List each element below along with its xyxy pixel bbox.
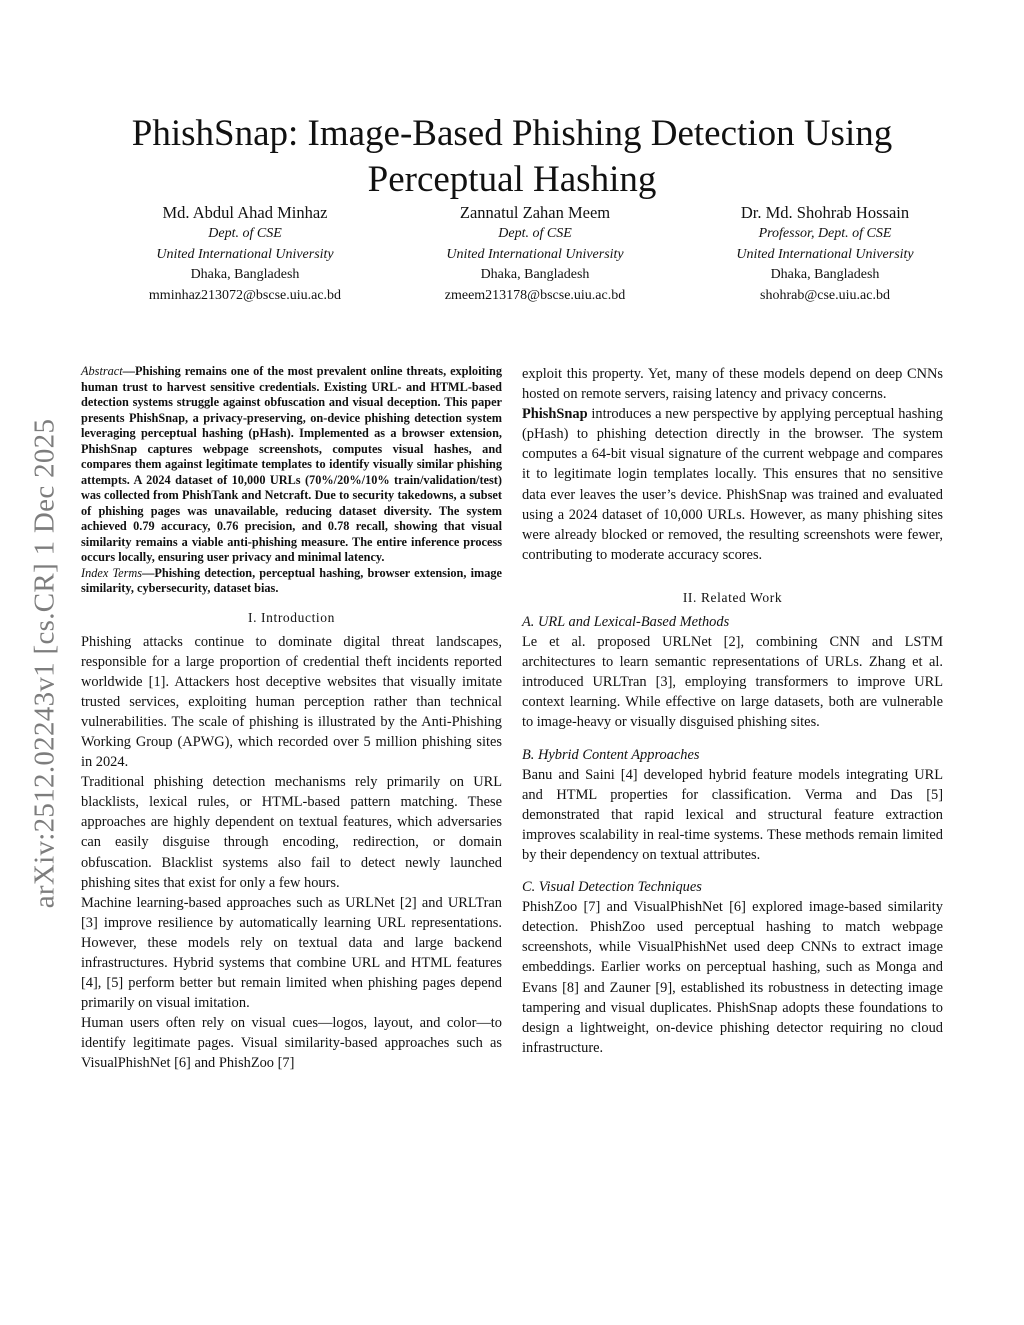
- related-paragraph: Le et al. proposed URLNet [2], combining CNN and LSTM architectures to learn semantic representations of URLs. Zhang et al. introduced URLTran [3], employing transformers to improve URL context learning. While effective on large datasets, both are vulnerable to image-heavy or visually disguised phishing sites.: [522, 634, 943, 731]
- intro-paragraph: Human users often rely on visual cues—logos, layout, and color—to identify legitimate pages. Visual similarity-based approaches such as VisualPhishNet [6] and PhishZoo [7]: [81, 1015, 502, 1072]
- author-city: Dhaka, Bangladesh: [190, 267, 300, 282]
- right-column: [522, 364, 943, 1058]
- author-name: Md. Abdul Ahad Minhaz: [162, 203, 328, 222]
- related-paragraph: Banu and Saini [4] developed hybrid feature models integrating URL and HTML properties for classification. Verma and Das [5] demonstrated that rapid lexical and structural feature extraction improves scalability in real-time systems. These methods remain limited by their dependency on textual attributes.: [522, 766, 943, 863]
- abstract-text: —Phishing remains one of the most prevalent online threats, exploiting human trust to harvest sensitive credentials. Existing URL- and HTML-based detection systems struggle against obfuscation and visual deception. This paper presents PhishSnap, a privacy-preserving, on-device phishing detection system leveraging perceptual hashing (pHash). Implemented as a browser extension, PhishSnap captures webpage screenshots, computes visual hashes, and compares them against legitimate templates to identify visually similar phishing attempts. A 2024 dataset of 10,000 URLs (70%/20%/10% train/validation/test) was collected from PhishTank and Netcraft. Due to security takedowns, a subset of phishing pages was unavailable, reducing dataset diversity. The system achieved 0.79 accuracy, 0.76 precision, and 0.78 recall, showing that visual similarity remains a viable anti-phishing measure. The entire inference process occurs locally, ensuring user privacy and minimal latency.: [81, 364, 502, 564]
- intro-paragraph-text: introduces a new perspective by applying perceptual hashing (pHash) to phishing detection directly in the browser. The system computes a 64-bit visual signature of the current webpage and compares it to legitimate login templates locally. This ensures that no sensitive data ever leaves the user’s device. PhishSnap was trained and evaluated using a 2024 dataset of 10,000 URLs. However, as many phishing sites were already blocked or removed, the resulting screenshots were fewer, contributing to moderate accuracy scores.: [522, 406, 943, 563]
- intro-paragraph: Phishing attacks continue to dominate digital threat landscapes, responsible for a large proportion of credential theft incidents reported worldwide [1]. Attackers host deceptive websites that visually imitate trusted services, exploiting human perception rather than technical vulnerabilities. The scale of phishing is illustrated by the Anti-Phishing Working Group (APWG), which recorded over 5 million phishing sites in 2024.: [81, 633, 502, 771]
- subsection-heading: A. URL and Lexical-Based Methods: [522, 613, 730, 630]
- intro-paragraph: Traditional phishing detection mechanisms rely primarily on URL blacklists, lexical rules, or HTML-based pattern matching. These approaches are highly dependent on textual features, which adversaries can easily disguise through encoding, redirection, or domain obfuscation. Blacklist systems also fail to detect newly launched phishing sites that exist for only a few hours.: [81, 774, 502, 891]
- author-2: [390, 202, 680, 306]
- author-university: United International University: [156, 246, 334, 262]
- intro-paragraph: [522, 404, 943, 565]
- author-city: Dhaka, Bangladesh: [770, 267, 880, 282]
- author-dept: Dept. of CSE: [208, 226, 282, 241]
- author-email: shohrab@cse.uiu.ac.bd: [760, 287, 890, 303]
- arxiv-identifier: [20, 378, 70, 948]
- author-city: Dhaka, Bangladesh: [480, 267, 590, 282]
- intro-paragraph: exploit this property. Yet, many of these models depend on deep CNNs hosted on remote servers, raising latency and privacy concerns.: [522, 366, 943, 403]
- related-paragraph: PhishZoo [7] and VisualPhishNet [6] explored image-based similarity detection. PhishZoo used perceptual hashing to match webpage screenshots, while VisualPhishNet used deep CNNs to extract image embeddings. Earlier works on perceptual hashing, such as Monga and Evans [8] and Zauner [9], established its robustness in detecting image tampering and visual duplicates. PhishSnap adopts these foundations to design a lightweight, on-device phishing detector requiring no cloud infrastructure.: [522, 899, 943, 1056]
- author-dept: Professor, Dept. of CSE: [758, 226, 892, 241]
- arxiv-identifier-text: arXiv:2512.02243v1 [cs.CR] 1 Dec 2025: [28, 418, 61, 908]
- left-column: [81, 364, 502, 1074]
- subsection-heading: B. Hybrid Content Approaches: [522, 746, 700, 763]
- author-university: United International University: [736, 246, 914, 262]
- subsection-heading: C. Visual Detection Techniques: [522, 879, 702, 896]
- index-terms: [81, 566, 502, 597]
- index-terms-text: —Phishing detection, perceptual hashing, browser extension, image similarity, cybersecurity, dataset bias.: [81, 565, 502, 595]
- abstract-label: Abstract: [81, 364, 123, 378]
- author-email: zmeem213178@bscse.uiu.ac.bd: [444, 287, 626, 303]
- author-name: Dr. Md. Shohrab Hossain: [740, 203, 910, 222]
- paper-title: PhishSnap: Image-Based Phishing Detection Using Perceptual Hashing: [131, 112, 893, 200]
- author-university: United International University: [446, 246, 624, 262]
- index-terms-label: Index Terms: [81, 565, 143, 580]
- phishsnap-lead: PhishSnap: [522, 406, 588, 423]
- author-3: [680, 202, 970, 306]
- author-block: [100, 202, 970, 306]
- author-email: mminhaz213072@bscse.uiu.ac.bd: [148, 287, 342, 303]
- section-heading-introduction: I. Introduction: [248, 609, 335, 625]
- author-name: Zannatul Zahan Meem: [459, 203, 611, 222]
- abstract: [81, 364, 502, 566]
- intro-paragraph: Machine learning-based approaches such as URLNet [2] and URLTran [3] improve resilience by automatically learning URL representations. However, these models rely on textual data and large backend infrastructures. Hybrid systems that combine URL and HTML features [4], [5] perform better but remain limited when phishing pages depend primarily on visual imitation.: [81, 894, 502, 1012]
- author-1: [100, 202, 390, 306]
- section-heading-related-work: II. Related Work: [682, 589, 783, 605]
- author-dept: Dept. of CSE: [498, 226, 572, 241]
